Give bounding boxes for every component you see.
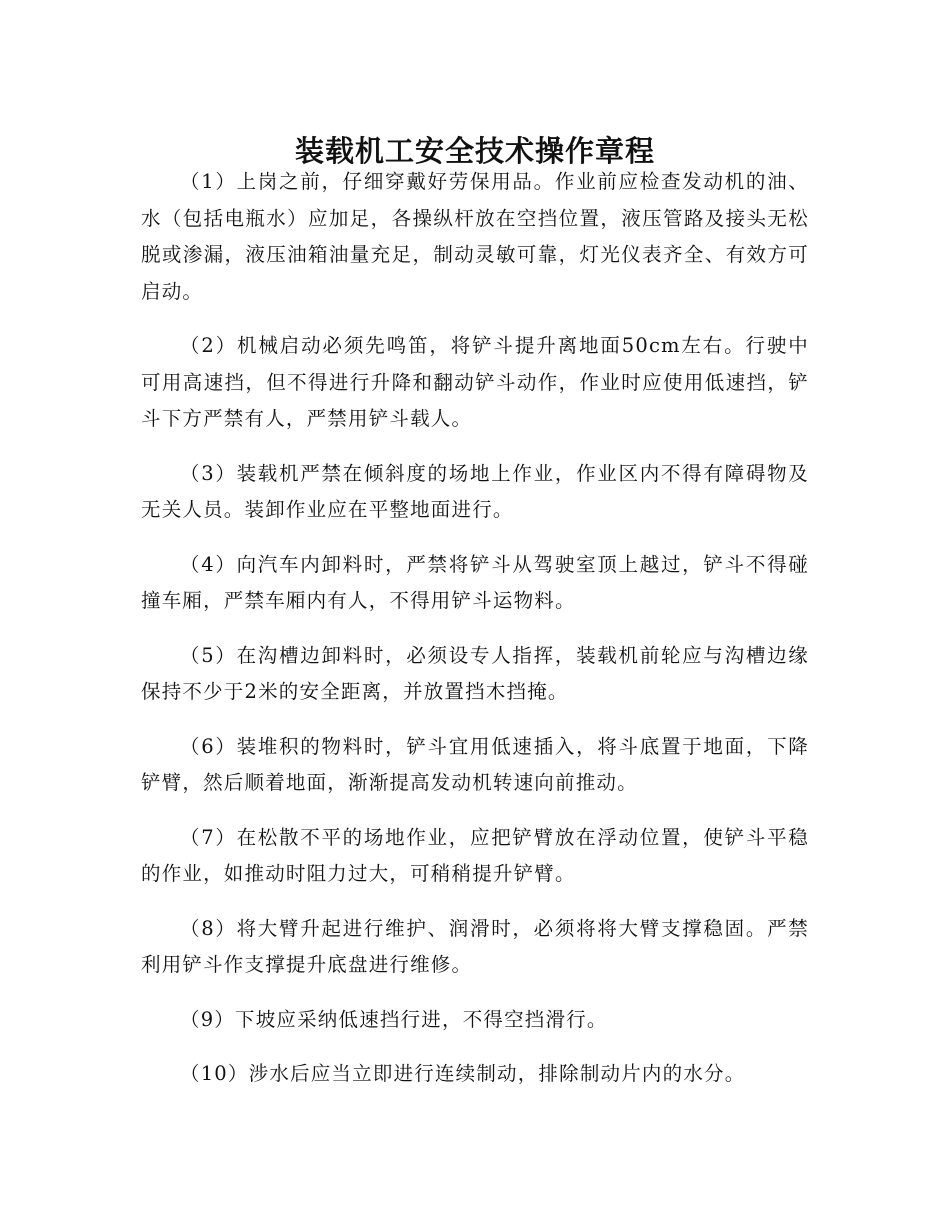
paragraph-2: （2）机械启动必须先鸣笛，将铲斗提升离地面50cm左右。行驶中可用高速挡，但不得进行升降和翻动铲斗动作，作业时应使用低速挡，铲斗下方严禁有人，严禁用铲斗载人。	[141, 334, 809, 430]
paragraph-10: （10）涉水后应当立即进行连续制动，排除制动片内的水分。	[180, 1062, 746, 1085]
paragraph-6: （6）装堆积的物料时，铲斗宜用低速插入，将斗底置于地面，下降铲臂，然后顺着地面，渐渐提高发动机转速向前推动。	[141, 734, 809, 794]
paragraph-8: （8）将大臂升起进行维护、润滑时，必须将将大臂支撑稳固。严禁利用铲斗作支撑提升底盘进行维修。	[141, 916, 809, 976]
paragraph-7: （7）在松散不平的场地作业，应把铲臂放在浮动位置，使铲斗平稳的作业，如推动时阻力过大，可稍稍提升铲臂。	[141, 825, 809, 885]
document-title: 装载机工安全技术操作章程	[294, 134, 655, 169]
paragraph-9: （9）下坡应采纳低速挡行进，不得空挡滑行。	[180, 1007, 608, 1031]
document-body	[141, 164, 809, 1111]
paragraph-4: （4）向汽车内卸料时，严禁将铲斗从驾驶室顶上越过，铲斗不得碰撞车厢，严禁车厢内有人，不得用铲斗运物料。	[141, 552, 809, 612]
paragraph-1: （1）上岗之前，仔细穿戴好劳保用品。作业前应检查发动机的油、水（包括电瓶水）应加足，各操纵杆放在空挡位置，液压管路及接头无松脱或渗漏，液压油箱油量充足，制动灵敏可靠，灯光仪表齐全、有效方可启动。	[141, 170, 809, 303]
paragraph-3: （3）装载机严禁在倾斜度的场地上作业，作业区内不得有障碍物及无关人员。装卸作业应在平整地面进行。	[141, 461, 809, 521]
paragraph-5: （5）在沟槽边卸料时，必须设专人指挥，装载机前轮应与沟槽边缘保持不少于2米的安全距离，并放置挡木挡掩。	[141, 643, 809, 703]
